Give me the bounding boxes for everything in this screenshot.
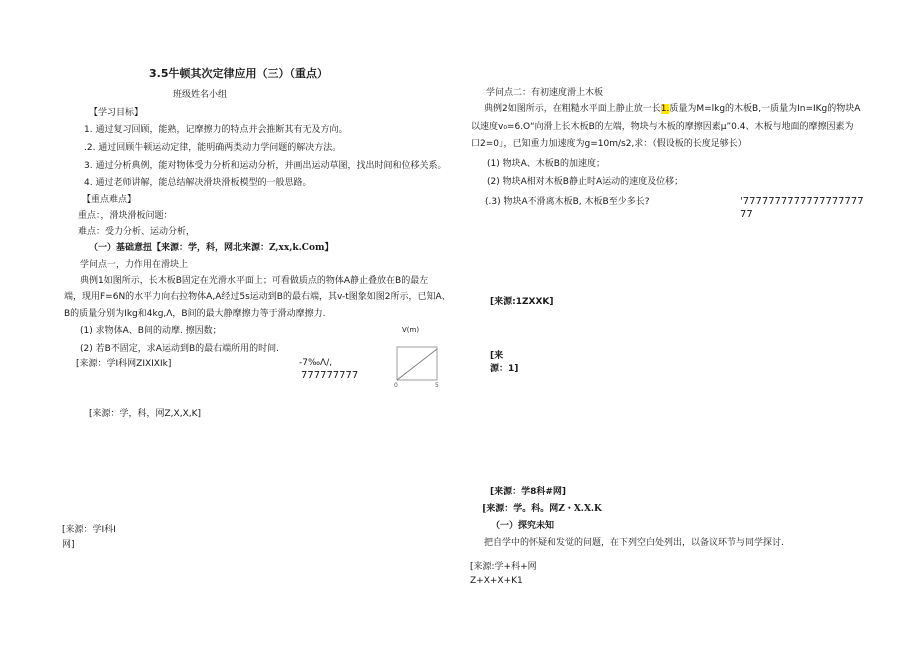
example-line: 端，现用F=6N的水平力向右拉物体A,A经过5s运动到B的最右端，其v-t图象如图2所示，已知A、 bbox=[64, 292, 451, 302]
goal-item: 4. 通过老师讲解，能总结解决滑块滑板模型的一般思路。 bbox=[84, 178, 312, 188]
question-2: (2) 物块A相对木板B静止时A运动的速度及位移； bbox=[487, 177, 684, 187]
source-note: [来源：学I科I bbox=[62, 525, 116, 535]
graph-ylabel: V(m) bbox=[402, 326, 420, 334]
vt-graph-figure bbox=[392, 337, 447, 389]
highlighted-text: 1. bbox=[660, 104, 670, 114]
example-line: 典例1如图所示，长木板B固定在光滑水平面上；可看做质点的物体A静止叠放在B的最左 bbox=[80, 276, 429, 286]
graph-origin-label: 0 bbox=[394, 382, 398, 389]
goal-item: 3. 通过分析典例，能对物体受力分析和运动分析，并画出运动草图，找出时间和位移关系。 bbox=[84, 161, 447, 171]
page-title: 3.5牛顿其次定律应用（三）（重点） bbox=[149, 67, 328, 80]
key-point: 重点：，滑块滑板问题： bbox=[78, 211, 173, 221]
question-3: (.3) 物块A不滑离木板B, 木板B至少多长? bbox=[485, 197, 650, 207]
example-line bbox=[484, 104, 860, 115]
keypoints-heading: 【重点难点】 bbox=[82, 195, 137, 205]
source-note: Z+X+X+K1 bbox=[470, 576, 523, 586]
explore-text: 把自学中的怀疑和发觉的问题，在下列空白处列出，以备议环节与同学探讨. bbox=[484, 538, 784, 548]
question-2: (2) 若B不固定，求A运动到B的最右端所用的时间. bbox=[80, 344, 279, 354]
point-heading: 学问点二：有初速度滑上木板 bbox=[486, 88, 604, 98]
vt-graph bbox=[392, 337, 447, 389]
class-line: 班级姓名小组 bbox=[173, 90, 228, 100]
question-1: (1) 求物体A、B间的动摩. 擦因数； bbox=[80, 326, 222, 336]
example-line: 口2=0」，已知重力加速度为g=10m∕s2,求：（假设板的长度足够长） bbox=[471, 139, 747, 149]
source-note: [来源:1ZXXK] bbox=[490, 297, 554, 307]
source-note: [来源:学+科+网 bbox=[470, 562, 537, 572]
garbled-text: -7‰Λ/, bbox=[299, 358, 333, 368]
goals-heading: 【学习目标】 bbox=[89, 108, 144, 118]
source-note: [来源：学。科。网Z・X.X.K bbox=[482, 504, 602, 514]
point-heading: 学问点一，力作用在滑块上 bbox=[80, 260, 189, 270]
source-note: [来源：学8科#网] bbox=[490, 487, 567, 497]
question-1: (1) 物块A、木板B的加速度； bbox=[487, 159, 605, 169]
garbled-text: 777777777 bbox=[301, 370, 359, 381]
goal-item: .2. 通过回顾牛顿运动定律，能明确两类动力学问题的解决方法。 bbox=[84, 143, 342, 153]
source-note: 源：1] bbox=[490, 364, 519, 374]
garbled-text: 77 bbox=[740, 209, 753, 220]
source-note: [来 bbox=[490, 351, 504, 361]
example-line: 以速度v₀=6.O“向滑上长木板B的左端，物块与木板的摩擦因素μ”0.4、木板与地面的摩擦因素为 bbox=[471, 122, 854, 132]
section-heading: （一）探究未知 bbox=[491, 521, 555, 531]
source-note: 网] bbox=[62, 540, 75, 550]
section-heading: （一）基础意扭【来源：学，科，网北来源：Z,xx,k.Com】 bbox=[89, 243, 334, 253]
goal-item: 1. 通过复习回顾，能熟，记摩擦力的特点并会推断其有无及方向。 bbox=[84, 125, 348, 135]
example-text: 典例2如图所示，在粗糙水平面上静止放一长 bbox=[484, 104, 661, 114]
example-line: B的质量分别为Ikg和4kg,Λ，B间的最大静摩擦力等于滑动摩擦力. bbox=[64, 309, 326, 319]
difficulty: 难点：受力分析、运动分析， bbox=[78, 227, 196, 237]
garbled-text: '7777777777777777777 bbox=[740, 196, 864, 207]
graph-line bbox=[397, 349, 437, 380]
graph-xtick-label: 5 bbox=[435, 382, 439, 389]
example-text: 质量为M=lkg的木板B,一质量为In=IKg的物块A bbox=[669, 104, 861, 114]
source-note: [来源：学I科网ZIXIXIk] bbox=[76, 359, 172, 369]
source-note: [来源：学，科，网Z,X,X,K] bbox=[89, 409, 202, 419]
